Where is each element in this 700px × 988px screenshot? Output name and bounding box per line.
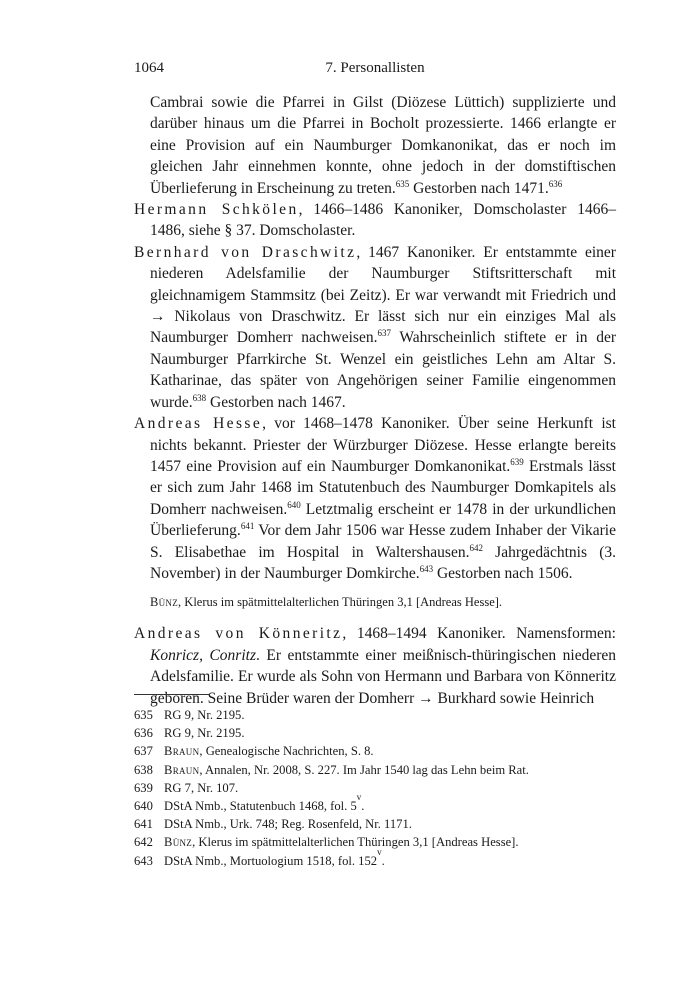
entry-andreas-von-koenneritz: Andreas von Könneritz, 1468–1494 Kanoniker. Namensformen: Konricz, Conritz. Er entstammte einer meißnisch-thüringischen niederen Adelsfamilie. Er wurde als Sohn von Hermann und Barbara von Könneritz geboren. Seine Brüder waren der Domherr → Burkhard sowie Heinrich bbox=[134, 625, 616, 707]
footnote-ref[interactable]: 643 bbox=[419, 563, 434, 574]
running-title: 7. Personallisten bbox=[325, 60, 425, 76]
footnote-number: 638 bbox=[134, 762, 153, 777]
page-header bbox=[134, 60, 616, 82]
entry-name: Andreas von Könneritz bbox=[134, 625, 343, 643]
author: Bünz bbox=[164, 835, 193, 850]
paragraph-continuation: Cambrai sowie die Pfarrei in Gilst (Diözese Lüttich) supplizierte und darüber hinaus um die Pfarrei in Bocholt prozessierte. 1466 erlangte er eine Provision auf ein Naumburger Domkanonikat, das er noch im gleichen Jahr einnehmen konnte, ohne jedoch in der domstiftischen Überlieferung in Erscheinung zu treten.$^{635}$ Gestorben nach 1471.$^{636}$ bbox=[150, 94, 616, 197]
footnote-number: 639 bbox=[134, 780, 153, 795]
footnote-item: 640 DStA Nmb., Statutenbuch 1468, fol. 5 v . bbox=[134, 797, 616, 815]
footnote-item: 638 Braun , Annalen, Nr. 2008, S. 227. Im Jahr 1540 lag das Lehn beim Rat. bbox=[134, 761, 616, 779]
footnote-item: 635 RG 9, Nr. 2195. bbox=[134, 706, 616, 724]
footnote-item: 641 DStA Nmb., Urk. 748; Reg. Rosenfeld, Nr. 1171. bbox=[134, 815, 616, 833]
author: Braun bbox=[164, 744, 200, 759]
footnote-number: 640 bbox=[134, 799, 153, 814]
footnote-number: 636 bbox=[134, 726, 153, 741]
entry-bernhard-von-draschwitz: Bernhard von Draschwitz, 1467 Kanoniker. Er entstammte einer niederen Adelsfamilie der Naumburger Stiftsritterschaft mit gleichnamigem Stammsitz (bei Zeitz). Er war verwandt mit Friedrich und → Nikolaus von Draschwitz. Er lässt sich nur ein einziges Mal als Naumburger Domherr nachweisen.$^{637}$ Wahrscheinlich stiftete er in der Naumburger Pfarrkirche St. Wenzel ein geistliches Lehn am Altar S. Katharinae, das später von Angehörigen seiner Familie eingenommen wurde.$^{638}$ Gestorben nach 1467. bbox=[134, 243, 616, 411]
author: Braun bbox=[164, 762, 200, 777]
footnote-number: 641 bbox=[134, 817, 153, 832]
footnote-ref[interactable]: 642 bbox=[469, 542, 483, 553]
footnote-number: 635 bbox=[134, 708, 153, 722]
footnote-item: 643 DStA Nmb., Mortuologium 1518, fol. 152 v . bbox=[134, 852, 616, 870]
author: Bünz bbox=[150, 595, 179, 610]
footnote-item: 637 Braun , Genealogische Nachrichten, S. 8. bbox=[134, 742, 616, 760]
footnote-ref[interactable]: 635 bbox=[395, 178, 410, 189]
footnote-number: 637 bbox=[134, 744, 153, 759]
footnote-ref[interactable]: 638 bbox=[192, 392, 207, 403]
footnote-ref[interactable]: 637 bbox=[377, 328, 391, 339]
entry-name: Hermann Schkölen bbox=[134, 201, 299, 219]
entry-name: Bernhard von Draschwitz bbox=[134, 243, 357, 261]
footnote-item: 642 Bünz , Klerus im spätmittelalterlichen Thüringen 3,1 [Andreas Hesse]. bbox=[134, 833, 616, 851]
footnote-ref[interactable]: 641 bbox=[240, 521, 255, 532]
footnote-number: 642 bbox=[134, 835, 153, 850]
name-forms: Konricz, Conritz bbox=[150, 646, 256, 664]
footnote-item: 636 RG 9, Nr. 2195. bbox=[134, 724, 616, 742]
footnote-ref[interactable]: 640 bbox=[287, 499, 301, 510]
page-number: 1064 bbox=[134, 60, 164, 76]
literature-note: Bünz, Klerus im spätmittelalterlichen Thüringen 3,1 [Andreas Hesse]. bbox=[150, 595, 503, 610]
footnote-ref[interactable]: 639 bbox=[510, 456, 524, 467]
footnotes bbox=[134, 706, 616, 870]
main-text bbox=[134, 92, 616, 709]
footnote-item: 639 RG 7, Nr. 107. bbox=[134, 779, 616, 797]
footnote-divider bbox=[134, 694, 210, 695]
entry-andreas-hesse: Andreas Hesse, vor 1468–1478 Kanoniker. Über seine Herkunft ist nichts bekannt. Priester der Würzburger Diözese. Hesse erlangte bereits 1457 eine Provision auf ein Naumburger Domkanonikat.$^{639}$ Erstmals lässt er sich zum Jahr 1468 im Statutenbuch des Naumburger Domkapitels als Domherr nachweisen.$^{640}$ Letztmalig erscheint er 1478 in der urkundlichen Überlieferung.$^{641}$ Vor dem Jahr 1506 war Hesse zudem Inhaber der Vikarie S. Elisabethae im Hospital in Waltershausen.$^{642}$ Jahrgedächtnis (3. November) in der Naumburger Domkirche.$^{643}$ Gestorben nach 1506. bbox=[134, 415, 616, 582]
footnote-ref[interactable]: 636 bbox=[548, 178, 563, 189]
entry-name: Andreas Hesse bbox=[134, 415, 263, 433]
entry-hermann-schkoelen: Hermann Schkölen, 1466–1486 Kanoniker, Domscholaster 1466–1486, siehe § 37. Domscholaster. bbox=[134, 201, 616, 240]
footnote-number: 643 bbox=[134, 853, 153, 868]
